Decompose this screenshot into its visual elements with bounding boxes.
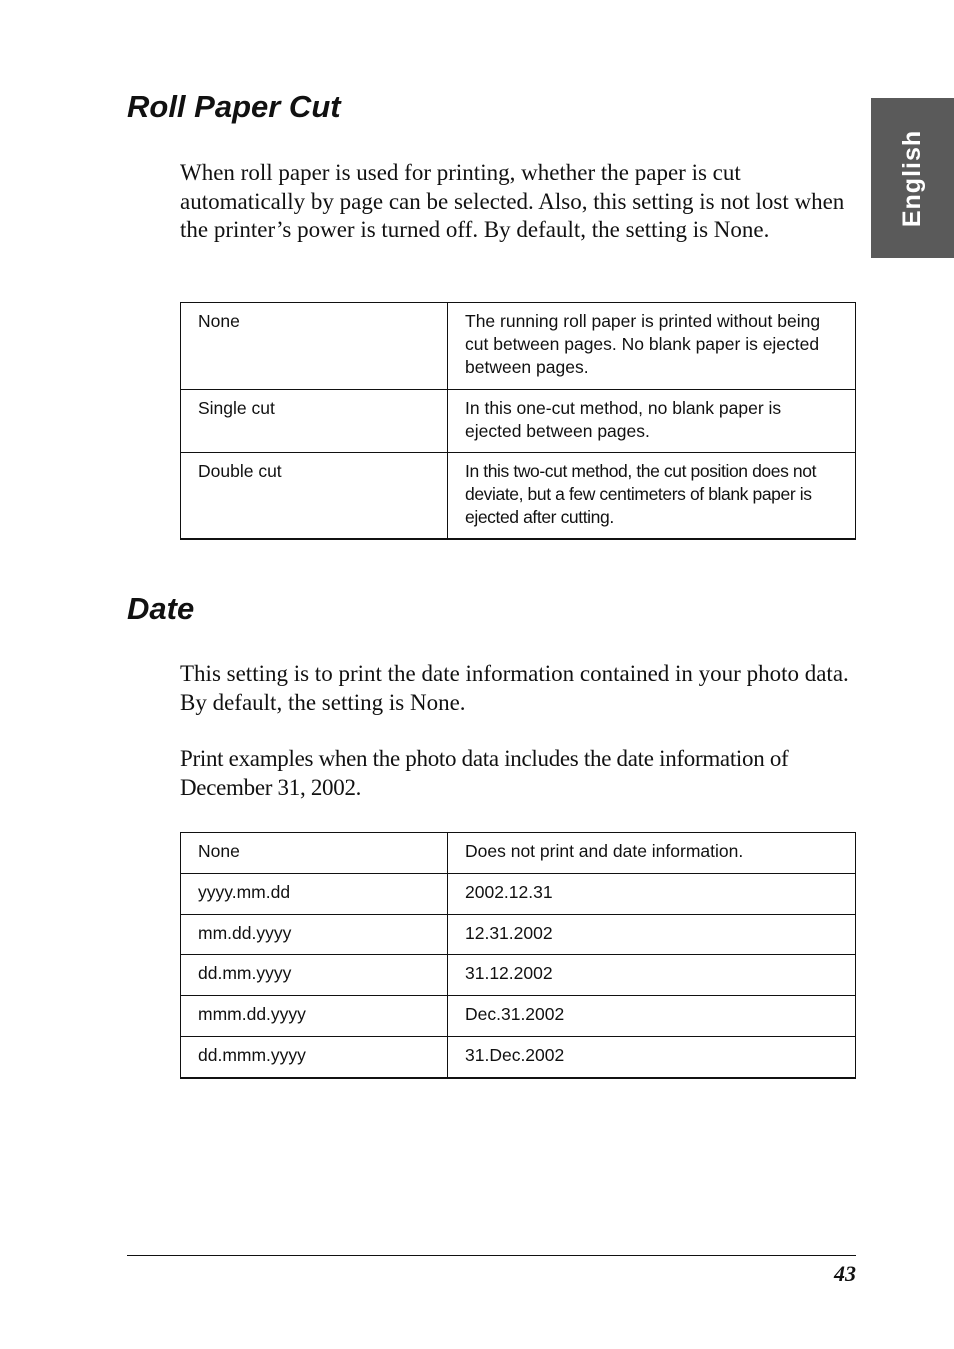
date-heading: Date	[127, 591, 195, 626]
description-cell: The running roll paper is printed without being cut between pages. No blank paper is ejected between pages.	[448, 303, 856, 390]
date-format-table	[180, 832, 856, 1079]
roll-paper-cut-table	[180, 302, 856, 540]
format-cell: mmm.dd.yyyy	[181, 996, 448, 1037]
format-cell: mm.dd.yyyy	[181, 915, 448, 955]
roll-paper-cut-paragraph: When roll paper is used for printing, whether the paper is cut automatically by page can be selected. Also, this setting is not lost when the printer’s power is turned off. By default, the setting is None.	[180, 160, 845, 242]
example-cell: Does not print and date information.	[448, 833, 856, 874]
date-paragraph-2: Print examples when the photo data includes the date information of December 31, 2002.	[180, 746, 789, 800]
roll-paper-cut-heading: Roll Paper Cut	[127, 89, 341, 124]
language-tab	[871, 98, 954, 258]
table-row	[181, 955, 856, 996]
table-row	[181, 390, 856, 453]
example-cell: 31.Dec.2002	[448, 1037, 856, 1078]
footer-divider	[127, 1255, 856, 1256]
language-tab-label: English	[898, 129, 927, 227]
description-cell: In this two-cut method, the cut position does not deviate, but a few centimeters of blank paper is ejected after cutting.	[448, 453, 856, 539]
description-cell: In this one-cut method, no blank paper is ejected between pages.	[448, 390, 856, 453]
table-row	[181, 833, 856, 874]
table-row	[181, 453, 856, 539]
table-row	[181, 1037, 856, 1078]
page-number: 43	[834, 1261, 856, 1286]
format-cell: yyyy.mm.dd	[181, 874, 448, 915]
example-cell: Dec.31.2002	[448, 996, 856, 1037]
example-cell: 2002.12.31	[448, 874, 856, 915]
option-cell: None	[181, 303, 448, 390]
date-paragraph-1: This setting is to print the date information contained in your photo data. By default, the setting is None.	[180, 661, 849, 715]
format-cell: None	[181, 833, 448, 874]
example-cell: 31.12.2002	[448, 955, 856, 996]
table-row	[181, 874, 856, 915]
option-cell: Double cut	[181, 453, 448, 539]
example-cell: 12.31.2002	[448, 915, 856, 955]
option-cell: Single cut	[181, 390, 448, 453]
format-cell: dd.mm.yyyy	[181, 955, 448, 996]
table-row	[181, 915, 856, 955]
table-row	[181, 303, 856, 390]
table-row	[181, 996, 856, 1037]
format-cell: dd.mmm.yyyy	[181, 1037, 448, 1078]
